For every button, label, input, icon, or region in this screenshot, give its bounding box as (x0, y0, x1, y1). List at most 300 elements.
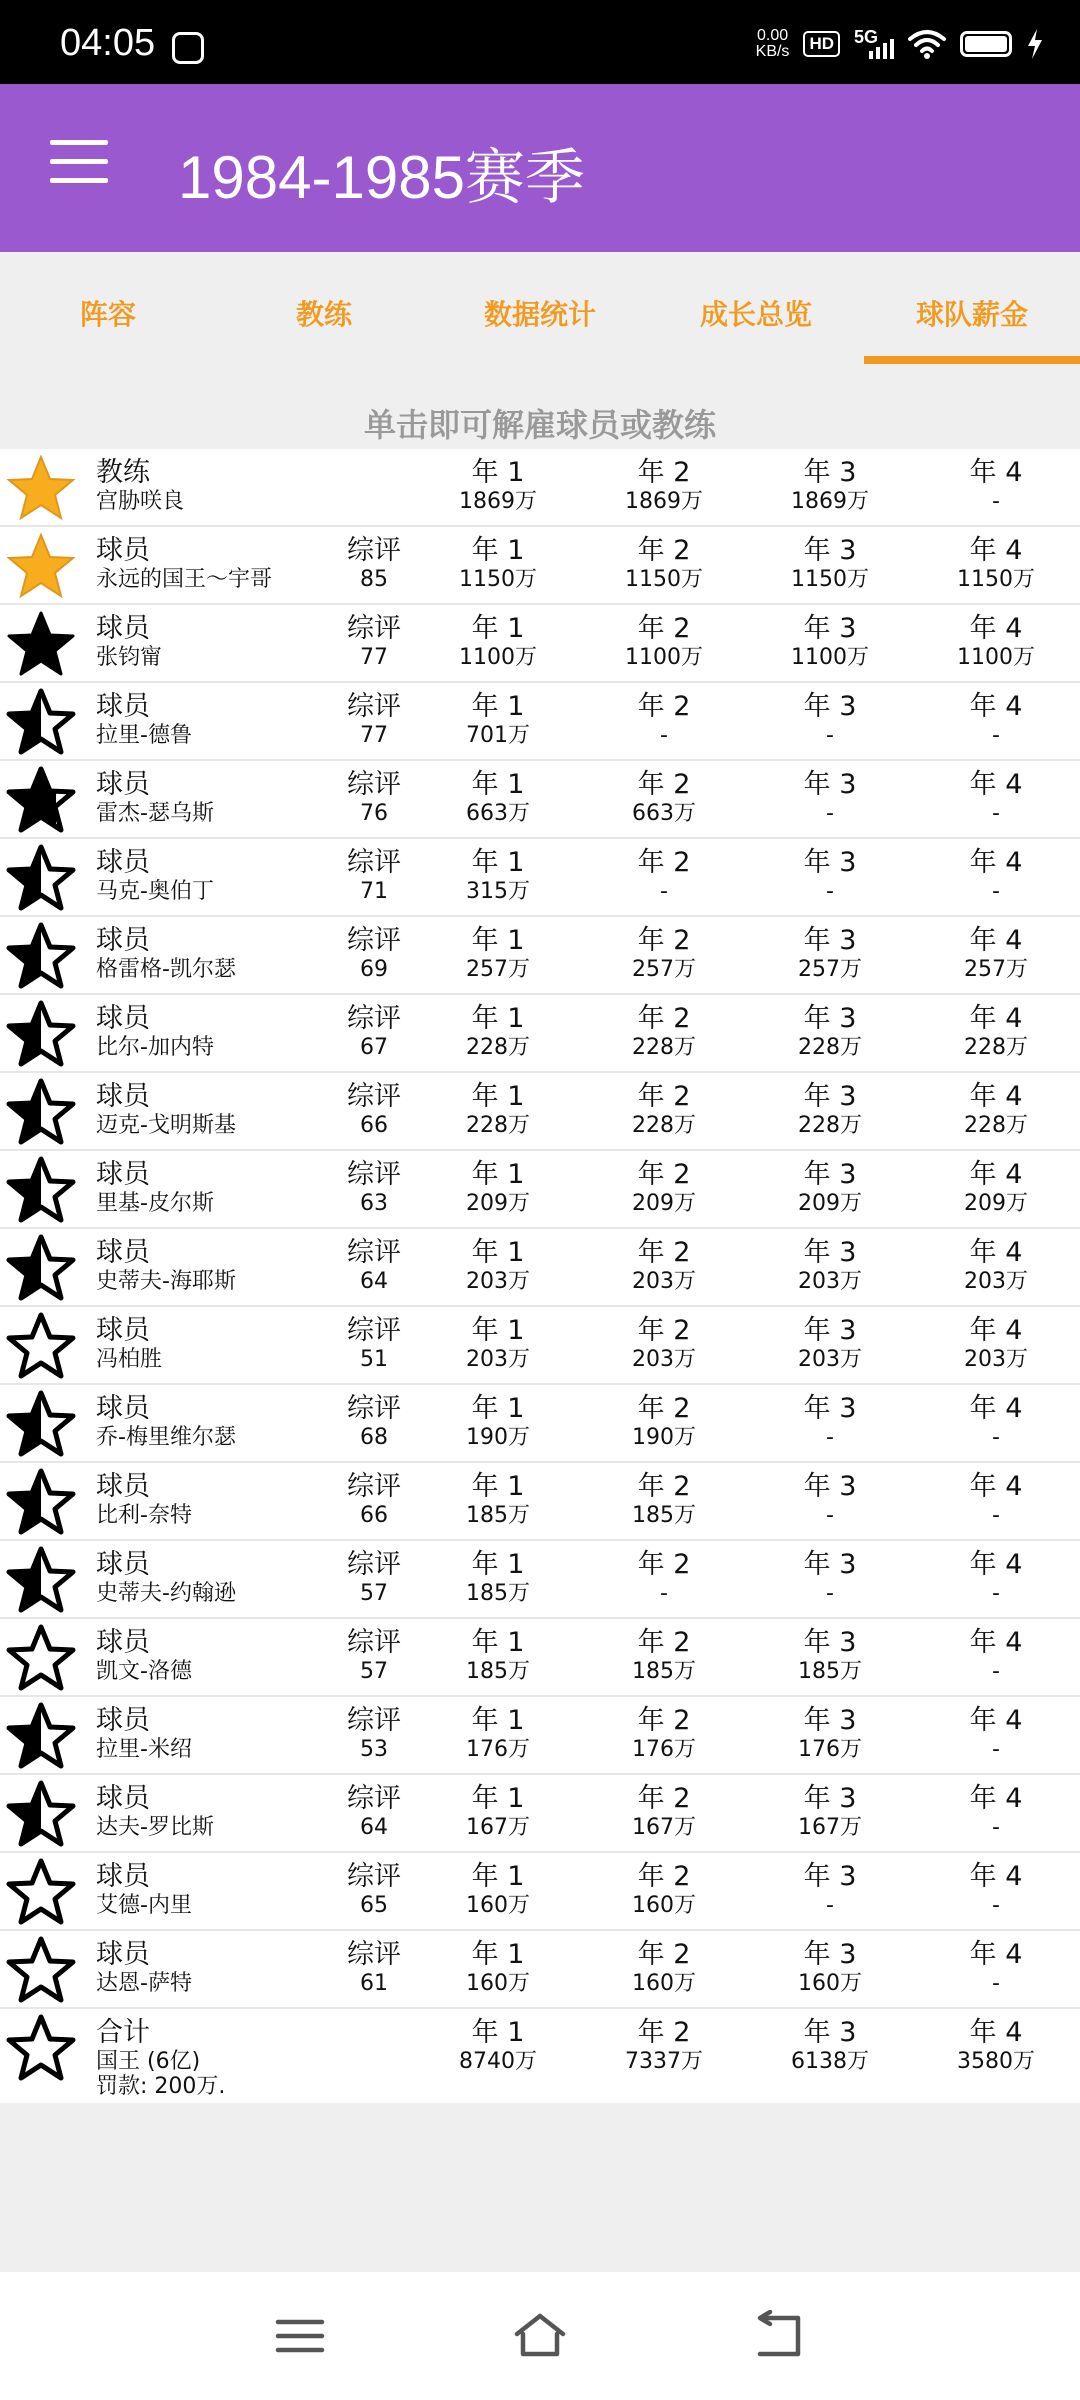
year-2-cell (594, 1005, 734, 1060)
table-row[interactable] (0, 683, 1080, 761)
salary-value: 167万 (632, 1815, 696, 1840)
salary-value: - (992, 1581, 1000, 1606)
salary-value: 185万 (632, 1659, 696, 1684)
app-bar (0, 84, 1080, 252)
year-1-cell (428, 1551, 568, 1606)
year-1-cell (428, 1005, 568, 1060)
year-3-cell (760, 1551, 900, 1606)
year-label: 年 4 (969, 2017, 1023, 2048)
salary-value: 160万 (632, 1971, 696, 1996)
year-label: 年 4 (969, 1315, 1023, 1346)
salary-value: - (826, 1503, 834, 1528)
year-1-cell (428, 693, 568, 748)
year-4-cell (926, 693, 1066, 748)
salary-value: 160万 (466, 1893, 530, 1918)
status-time: 04:05 (60, 22, 156, 64)
row-name: 拉里-米绍 (96, 1737, 192, 1762)
star-icon (4, 1623, 78, 1693)
table-row[interactable] (0, 1463, 1080, 1541)
salary-value: 257万 (632, 957, 696, 982)
year-4-cell (926, 1941, 1066, 1996)
salary-value: 1150万 (957, 567, 1035, 592)
menu-icon-bar (50, 140, 108, 145)
year-label: 年 4 (969, 1159, 1023, 1190)
table-row[interactable] (0, 449, 1080, 527)
row-name: 比尔-加内特 (96, 1035, 214, 1060)
star-icon (4, 1701, 78, 1771)
rating-value: 69 (360, 957, 388, 982)
salary-value: - (992, 1425, 1000, 1450)
salary-value: 1100万 (625, 645, 703, 670)
salary-value: 160万 (466, 1971, 530, 1996)
year-label: 年 1 (471, 1627, 525, 1658)
year-1-cell (428, 1629, 568, 1684)
table-row[interactable] (0, 1385, 1080, 1463)
year-3-cell (760, 2019, 900, 2074)
year-label: 年 4 (969, 1783, 1023, 1814)
year-label: 年 2 (637, 613, 691, 644)
salary-value: 1869万 (791, 489, 869, 514)
salary-value: 257万 (798, 957, 862, 982)
year-1-cell (428, 1941, 568, 1996)
year-1-cell (428, 927, 568, 982)
salary-value: 176万 (466, 1737, 530, 1762)
salary-value: - (992, 1893, 1000, 1918)
tab-growth-overview[interactable]: 成长总览 (699, 298, 812, 331)
year-3-cell (760, 1785, 900, 1840)
salary-value: 8740万 (459, 2049, 537, 2074)
rating-value: 85 (360, 567, 388, 592)
year-3-cell (760, 927, 900, 982)
notification-app-icon (172, 32, 204, 64)
year-label: 年 3 (803, 925, 857, 956)
year-label: 年 4 (969, 691, 1023, 722)
year-label: 年 2 (637, 1549, 691, 1580)
year-label: 年 3 (803, 1783, 857, 1814)
menu-button[interactable] (50, 140, 118, 196)
year-3-cell (760, 771, 900, 826)
row-name: 拉里-德鲁 (96, 723, 192, 748)
year-label: 年 1 (471, 1003, 525, 1034)
table-row[interactable] (0, 1619, 1080, 1697)
row-name: 乔-梅里维尔瑟 (96, 1425, 236, 1450)
row-kind: 球员 (96, 769, 150, 800)
star-icon (4, 999, 78, 1069)
salary-value: 228万 (964, 1035, 1028, 1060)
row-kind: 球员 (96, 613, 150, 644)
year-label: 年 2 (637, 1627, 691, 1658)
rating-cell (324, 849, 424, 904)
salary-value: - (992, 1503, 1000, 1528)
year-label: 年 2 (637, 2017, 691, 2048)
salary-value: 167万 (798, 1815, 862, 1840)
rating-label: 综评 (347, 1861, 401, 1892)
year-2-cell (594, 1863, 734, 1918)
status-icons (756, 24, 1044, 64)
row-name: 凯文-洛德 (96, 1659, 192, 1684)
row-kind: 球员 (96, 1705, 150, 1736)
network-speed-value: 0.00 (756, 27, 789, 44)
year-2-cell (594, 1707, 734, 1762)
year-1-cell (428, 1863, 568, 1918)
year-label: 年 3 (803, 2017, 857, 2048)
row-name: 史蒂夫-海耶斯 (96, 1269, 236, 1294)
year-label: 年 3 (803, 1471, 857, 1502)
table-row[interactable] (0, 839, 1080, 917)
rating-label: 综评 (347, 1003, 401, 1034)
year-label: 年 2 (637, 1783, 691, 1814)
year-label: 年 3 (803, 1861, 857, 1892)
year-1-cell (428, 771, 568, 826)
year-label: 年 1 (471, 691, 525, 722)
rating-label: 综评 (347, 1237, 401, 1268)
year-label: 年 3 (803, 769, 857, 800)
year-3-cell (760, 1629, 900, 1684)
salary-value: - (826, 1581, 834, 1606)
rating-cell (324, 1629, 424, 1684)
year-label: 年 4 (969, 769, 1023, 800)
year-label: 年 1 (471, 1705, 525, 1736)
year-label: 年 2 (637, 1159, 691, 1190)
year-1-cell (428, 1083, 568, 1138)
rating-label: 综评 (347, 691, 401, 722)
salary-value: 1150万 (459, 567, 537, 592)
salary-value: - (992, 1971, 1000, 1996)
year-label: 年 1 (471, 1237, 525, 1268)
rating-label: 综评 (347, 1315, 401, 1346)
year-2-cell (594, 1551, 734, 1606)
salary-value: 160万 (798, 1971, 862, 1996)
year-label: 年 2 (637, 535, 691, 566)
salary-value: 176万 (632, 1737, 696, 1762)
year-label: 年 1 (471, 847, 525, 878)
rating-value: 57 (360, 1581, 388, 1606)
year-label: 年 2 (637, 1315, 691, 1346)
year-3-cell (760, 459, 900, 514)
year-1-cell (428, 1317, 568, 1372)
rating-cell (324, 693, 424, 748)
year-label: 年 3 (803, 1159, 857, 1190)
salary-value: 228万 (632, 1035, 696, 1060)
row-name: 马克-奥伯丁 (96, 879, 214, 904)
table-row[interactable] (0, 1229, 1080, 1307)
year-label: 年 4 (969, 1003, 1023, 1034)
year-4-cell (926, 1161, 1066, 1216)
salary-value: 257万 (964, 957, 1028, 982)
salary-value: 190万 (466, 1425, 530, 1450)
salary-value: 1100万 (957, 645, 1035, 670)
table-row[interactable] (0, 1775, 1080, 1853)
year-4-cell (926, 537, 1066, 592)
row-kind: 球员 (96, 925, 150, 956)
salary-value: - (992, 723, 1000, 748)
salary-value: 209万 (632, 1191, 696, 1216)
row-name: 永远的国王～宇哥 (96, 567, 273, 592)
tab-team-salary[interactable]: 球队薪金 (864, 252, 1080, 364)
table-row[interactable] (0, 917, 1080, 995)
year-1-cell (428, 1161, 568, 1216)
star-icon (4, 1389, 78, 1459)
table-row[interactable] (0, 995, 1080, 1073)
salary-value: 203万 (466, 1347, 530, 1372)
row-name: 达夫-罗比斯 (96, 1815, 214, 1840)
year-label: 年 4 (969, 1861, 1023, 1892)
year-label: 年 2 (637, 1861, 691, 1892)
year-3-cell (760, 1161, 900, 1216)
year-label: 年 1 (471, 535, 525, 566)
salary-value: 701万 (466, 723, 530, 748)
row-kind: 球员 (96, 1939, 150, 1970)
row-name: 迈克-戈明斯基 (96, 1113, 236, 1138)
home-icon[interactable] (512, 2310, 568, 2362)
year-label: 年 2 (637, 1237, 691, 1268)
salary-value: 185万 (466, 1659, 530, 1684)
year-label: 年 1 (471, 1861, 525, 1892)
row-kind: 球员 (96, 847, 150, 878)
year-label: 年 3 (803, 1081, 857, 1112)
year-label: 年 3 (803, 1315, 857, 1346)
row-kind: 球员 (96, 691, 150, 722)
table-row[interactable] (0, 1931, 1080, 2009)
table-row[interactable] (0, 1853, 1080, 1931)
salary-value: 1869万 (459, 489, 537, 514)
year-4-cell (926, 1239, 1066, 1294)
salary-value: 185万 (798, 1659, 862, 1684)
salary-value: - (826, 801, 834, 826)
table-row[interactable] (0, 1541, 1080, 1619)
year-label: 年 1 (471, 457, 525, 488)
star-icon (4, 1155, 78, 1225)
table-row[interactable] (0, 1307, 1080, 1385)
year-label: 年 3 (803, 847, 857, 878)
star-icon (4, 531, 78, 601)
year-label: 年 2 (637, 1393, 691, 1424)
star-icon (4, 921, 78, 991)
rating-cell (324, 927, 424, 982)
year-label: 年 3 (803, 613, 857, 644)
recent-apps-icon[interactable] (272, 2310, 328, 2362)
salary-value: 203万 (964, 1347, 1028, 1372)
rating-label: 综评 (347, 1159, 401, 1190)
page-title: 1984-1985赛季 (178, 144, 585, 211)
row-kind: 球员 (96, 1003, 150, 1034)
network-speed (756, 28, 790, 60)
navigation-bar (0, 2272, 1080, 2400)
year-label: 年 3 (803, 1627, 857, 1658)
salary-value: 209万 (964, 1191, 1028, 1216)
star-icon (4, 1779, 78, 1849)
table-row[interactable] (0, 1697, 1080, 1775)
rating-value: 53 (360, 1737, 388, 1762)
tab-coach[interactable]: 教练 (295, 298, 352, 331)
row-name: 雷杰-瑟乌斯 (96, 801, 214, 826)
salary-value: 7337万 (625, 2049, 703, 2074)
year-label: 年 4 (969, 1471, 1023, 1502)
salary-value: - (660, 1581, 668, 1606)
star-icon (4, 765, 78, 835)
star-icon (4, 1935, 78, 2005)
rating-cell (324, 1551, 424, 1606)
salary-value: - (992, 1737, 1000, 1762)
rating-value: 67 (360, 1035, 388, 1060)
row-kind: 球员 (96, 1549, 150, 1580)
year-label: 年 4 (969, 1705, 1023, 1736)
year-1-cell (428, 1785, 568, 1840)
year-2-cell (594, 1161, 734, 1216)
table-row[interactable] (0, 1073, 1080, 1151)
year-label: 年 2 (637, 691, 691, 722)
menu-icon-bar (50, 159, 108, 164)
year-label: 年 2 (637, 1471, 691, 1502)
year-label: 年 3 (803, 1705, 857, 1736)
tab-statistics[interactable]: 数据统计 (483, 298, 596, 331)
rating-cell (324, 1785, 424, 1840)
salary-value: 167万 (466, 1815, 530, 1840)
year-1-cell (428, 1473, 568, 1528)
rating-value: 77 (360, 723, 388, 748)
star-icon (4, 453, 78, 523)
year-4-cell (926, 1863, 1066, 1918)
year-label: 年 3 (803, 1393, 857, 1424)
rating-label: 综评 (347, 1705, 401, 1736)
rating-label: 综评 (347, 613, 401, 644)
year-2-cell (594, 459, 734, 514)
salary-value: - (826, 879, 834, 904)
year-3-cell (760, 693, 900, 748)
year-2-cell (594, 615, 734, 670)
star-icon (4, 609, 78, 679)
year-4-cell (926, 1083, 1066, 1138)
year-label: 年 4 (969, 1081, 1023, 1112)
salary-value: 228万 (466, 1035, 530, 1060)
salary-value: 257万 (466, 957, 530, 982)
rating-label: 综评 (347, 925, 401, 956)
row-kind: 球员 (96, 1471, 150, 1502)
salary-value: 228万 (964, 1113, 1028, 1138)
salary-value: 185万 (466, 1503, 530, 1528)
table-row[interactable] (0, 761, 1080, 839)
year-1-cell (428, 1239, 568, 1294)
year-3-cell (760, 1317, 900, 1372)
star-icon (4, 1311, 78, 1381)
penalty-text: 罚款: 200万. (96, 2074, 226, 2099)
year-label: 年 3 (803, 535, 857, 566)
salary-value: 228万 (632, 1113, 696, 1138)
year-3-cell (760, 1005, 900, 1060)
salary-value: 203万 (798, 1347, 862, 1372)
network-speed-unit: KB/s (755, 43, 790, 60)
year-1-cell (428, 1395, 568, 1450)
year-4-cell (926, 771, 1066, 826)
status-bar (0, 0, 1080, 84)
year-label: 年 4 (969, 925, 1023, 956)
year-label: 年 2 (637, 925, 691, 956)
year-label: 年 3 (803, 1003, 857, 1034)
tab-bar (0, 252, 1080, 364)
rating-value: 61 (360, 1971, 388, 1996)
star-icon (4, 843, 78, 913)
row-kind: 球员 (96, 535, 150, 566)
row-name: 里基-皮尔斯 (96, 1191, 214, 1216)
year-3-cell (760, 1239, 900, 1294)
year-label: 年 4 (969, 613, 1023, 644)
battery-icon (960, 31, 1012, 57)
signal-icon (854, 27, 894, 61)
salary-value: 228万 (466, 1113, 530, 1138)
wifi-icon (908, 29, 946, 59)
row-name: 张钧甯 (96, 645, 163, 670)
year-label: 年 2 (637, 1081, 691, 1112)
salary-value: - (992, 1659, 1000, 1684)
rating-value: 63 (360, 1191, 388, 1216)
year-4-cell (926, 1629, 1066, 1684)
year-1-cell (428, 849, 568, 904)
salary-value: 160万 (632, 1893, 696, 1918)
row-kind: 球员 (96, 1783, 150, 1814)
salary-value: 203万 (466, 1269, 530, 1294)
year-2-cell (594, 1317, 734, 1372)
year-2-cell (594, 2019, 734, 2074)
salary-total-row (0, 2009, 1080, 2103)
star-icon (4, 2013, 78, 2083)
salary-value: 6138万 (791, 2049, 869, 2074)
star-icon (4, 1467, 78, 1537)
rating-label: 综评 (347, 1393, 401, 1424)
salary-value: - (992, 1815, 1000, 1840)
year-2-cell (594, 849, 734, 904)
year-4-cell (926, 927, 1066, 982)
table-row[interactable] (0, 605, 1080, 683)
rating-label: 综评 (347, 847, 401, 878)
salary-value: 663万 (632, 801, 696, 826)
row-name: 冯柏胜 (96, 1347, 163, 1372)
year-label: 年 2 (637, 457, 691, 488)
salary-value: 203万 (798, 1269, 862, 1294)
row-kind: 球员 (96, 1237, 150, 1268)
year-3-cell (760, 1941, 900, 1996)
rating-cell (324, 1161, 424, 1216)
year-label: 年 3 (803, 1549, 857, 1580)
year-4-cell (926, 459, 1066, 514)
rating-cell (324, 1005, 424, 1060)
salary-value: - (660, 723, 668, 748)
rating-cell (324, 537, 424, 592)
year-4-cell (926, 1395, 1066, 1450)
row-kind: 球员 (96, 1159, 150, 1190)
year-label: 年 3 (803, 457, 857, 488)
year-1-cell (428, 459, 568, 514)
table-row[interactable] (0, 1151, 1080, 1229)
row-name: 史蒂夫-约翰逊 (96, 1581, 236, 1606)
back-icon[interactable] (752, 2310, 808, 2362)
table-row[interactable] (0, 527, 1080, 605)
tab-roster[interactable]: 阵容 (79, 298, 136, 331)
year-label: 年 4 (969, 1393, 1023, 1424)
row-kind: 球员 (96, 1861, 150, 1892)
year-2-cell (594, 1083, 734, 1138)
salary-value: 203万 (632, 1347, 696, 1372)
year-2-cell (594, 1473, 734, 1528)
year-label: 年 2 (637, 847, 691, 878)
salary-value: - (660, 879, 668, 904)
year-2-cell (594, 1395, 734, 1450)
salary-value: 1100万 (459, 645, 537, 670)
year-label: 年 1 (471, 769, 525, 800)
year-4-cell (926, 1551, 1066, 1606)
year-label: 年 1 (471, 2017, 525, 2048)
salary-value: 1150万 (625, 567, 703, 592)
year-label: 年 1 (471, 1393, 525, 1424)
